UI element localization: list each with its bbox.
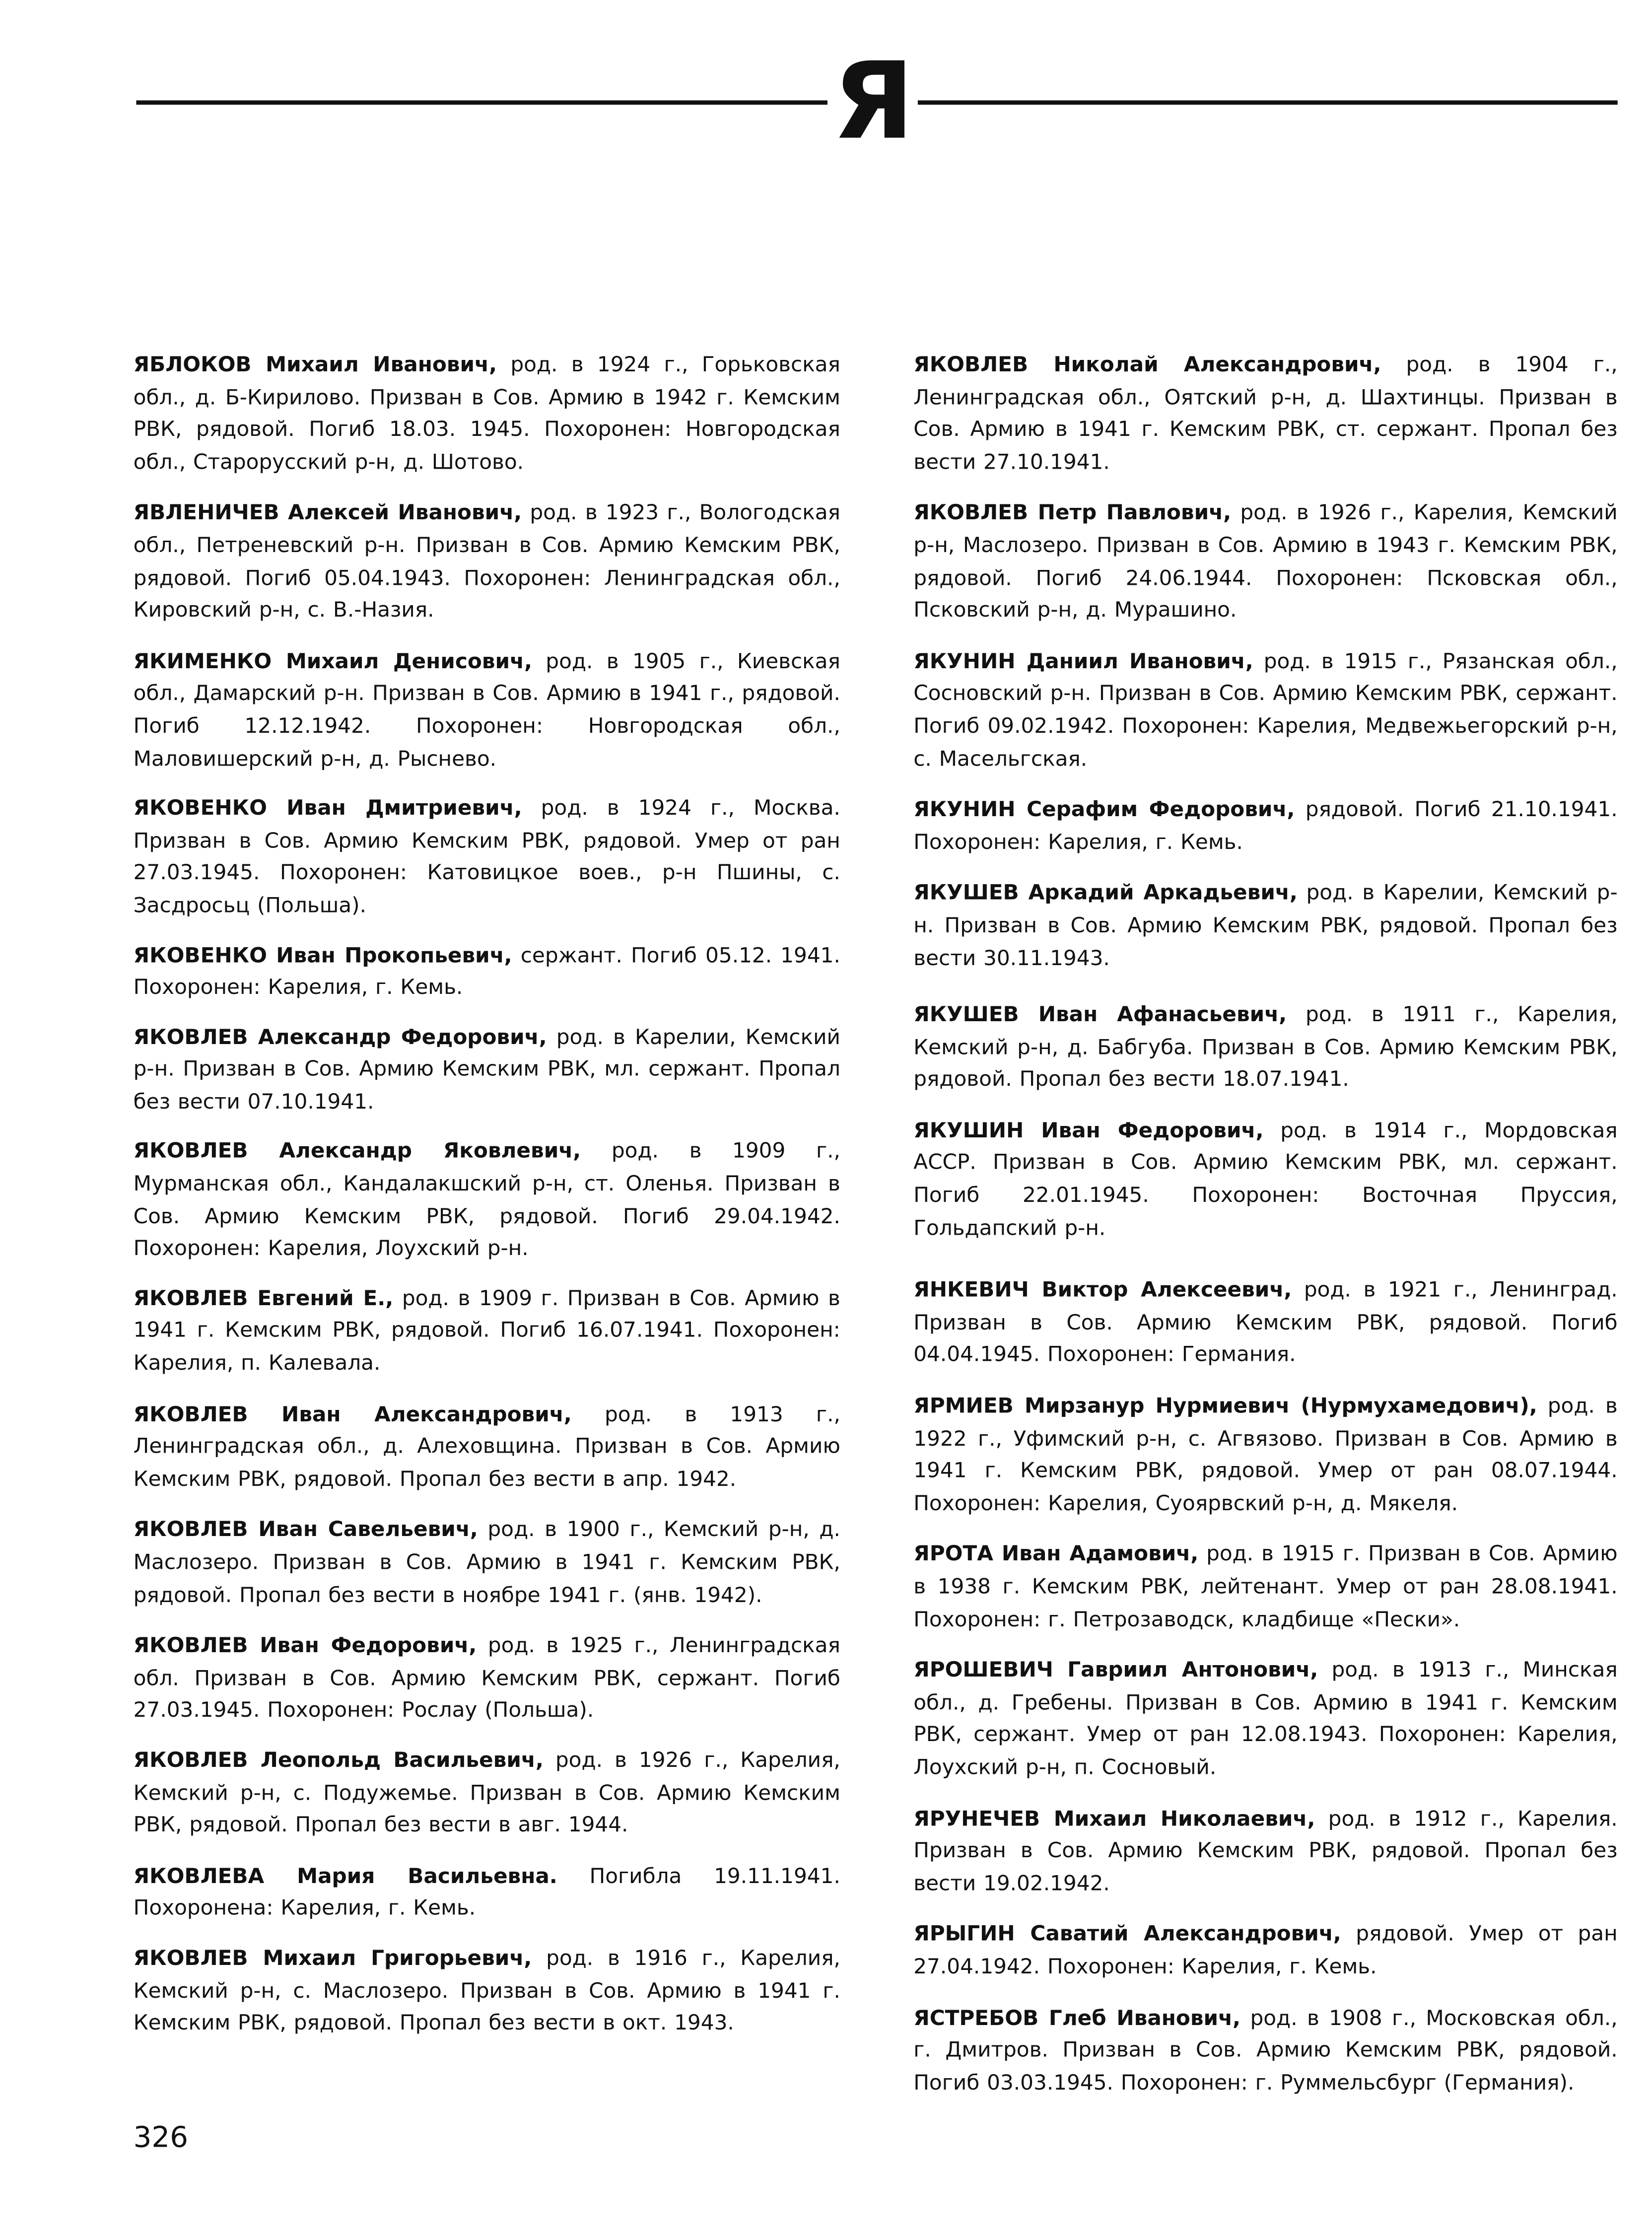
entry-text: род. в 1924 г., Москва. Призван в Сов. Армию Кемским РВК, рядовой. Умер от ран 27.03.1945. Похоронен: Катовицкое воев., р-н Пшины, с. Засдросьц (Польша). [133, 796, 840, 918]
entry-text: род. в 1905 г., Киевская обл., Дамарский р-н. Призван в Сов. Армию в 1941 г., рядовой. Погиб 12.12.1942. Похоронен: Новгородская обл., Маловишерский р-н, д. Рыснево. [133, 649, 840, 771]
entry-text: род. в 1924 г., Горьковская обл., д. Б-Кирилово. Призван в Сов. Армию в 1942 г. Кемским РВК, рядовой. Погиб 18.03. 1945. Похоронен: Новгородская обл., Старорусский р-н, д. Шотово. [133, 352, 840, 475]
entry-name: ЯКОВЛЕВ Иван Савельевич, [133, 1518, 478, 1542]
entry-name: ЯНКЕВИЧ Виктор Алексеевич, [913, 1278, 1292, 1303]
entry [134, 1515, 840, 1612]
entry-text: рядовой. Погиб 21.10.1941. Похоронен: Карелия, г. Кемь. [913, 797, 1618, 854]
entry-name: ЯКОВЛЕВА Мария Васильевна. [133, 1864, 557, 1889]
entry [134, 1861, 840, 1926]
entry [913, 1540, 1617, 1637]
entry-name: ЯРОШЕВИЧ Гавриил Антонович, [913, 1658, 1318, 1683]
entry [913, 498, 1617, 628]
entry [913, 1655, 1617, 1785]
page-number: 326 [133, 2119, 188, 2155]
entry [913, 1116, 1617, 1245]
section-letter: Я [832, 40, 914, 164]
entry-text: род. в 1925 г., Ленинградская обл. Призван в Сов. Армию Кемским РВК, сержант. Погиб 27.03.1945. Похоронен: Рослау (Польша). [133, 1633, 840, 1723]
entry-name: ЯКОВЛЕВ Александр Яковлевич, [133, 1139, 581, 1164]
entry [134, 1399, 840, 1496]
entry-text: род. в 1916 г., Карелия, Кемский р-н, с. Маслозеро. Призван в Сов. Армию в 1941 г. Кемским РВК, рядовой. Пропал без вести в окт. 1943. [133, 1946, 840, 2035]
entry-text: род. в Карелии, Кемский р-н. Призван в Сов. Армию Кемским РВК, рядовой. Пропал без вести 30.11.1943. [913, 881, 1618, 971]
entry [913, 1804, 1617, 1901]
entry [134, 646, 840, 776]
entry-name: ЯБЛОКОВ Михаил Иванович, [133, 352, 497, 377]
entry-name: ЯКОВЛЕВ Иван Федорович, [133, 1633, 477, 1659]
entry-text: род. в 1904 г., Ленинградская обл., Оятский р-н, д. Шахтинцы. Призван в Сов. Армию в 1941 г. Кемским РВК, ст. сержант. Пропал без вести 27.10.1941. [913, 352, 1618, 475]
entry [134, 1136, 840, 1266]
entry-text: род. в 1926 г., Карелия, Кемский р-н, с. Подужемье. Призван в Сов. Армию Кемским РВК, рядовой. Пропал без вести в авг. 1944. [133, 1748, 840, 1838]
entry-text: род. в 1915 г. Призван в Сов. Армию в 1938 г. Кемским РВК, лейтенант. Умер от ран 28.08.1941. Похоронен: г. Петрозаводск, кладбище «Пески». [913, 1542, 1618, 1632]
entry [134, 1022, 840, 1120]
entry-name: ЯКУШЕВ Иван Афанасьевич, [913, 1002, 1287, 1027]
entry-name: ЯКОВЛЕВ Леопольд Васильевич, [133, 1748, 544, 1773]
entry-text: род. в 1922 г., Уфимский р-н, с. Агвязово. Призван в Сов. Армию в 1941 г. Кемским РВК, рядовой. Умер от ран 08.07.1944. Похоронен: Карелия, Суоярвский р-н, д. Мякеля. [913, 1394, 1618, 1516]
column-left [134, 350, 840, 2040]
header-rule-left [136, 100, 827, 105]
entry-name: ЯКИМЕНКО Михаил Денисович, [133, 649, 532, 674]
entry [913, 878, 1617, 976]
entry-text: род. в Карелии, Кемский р-н. Призван в Сов. Армию Кемским РВК, мл. сержант. Пропал без вести 07.10.1941. [133, 1025, 840, 1115]
entry-name: ЯКОВЛЕВ Петр Павлович, [913, 501, 1232, 526]
entry [913, 1919, 1617, 1984]
entry [913, 646, 1617, 776]
entry-text: род. в 1926 г., Карелия, Кемский р-н, Маслозеро. Призван в Сов. Армию в 1943 г. Кемским РВК, рядовой. Погиб 24.06.1944. Похоронен: Псковская обл., Псковский р-н, д. Мурашино. [913, 501, 1618, 623]
entry [913, 1000, 1617, 1097]
entry-name: ЯКОВЛЕВ Евгений Е., [133, 1286, 394, 1311]
entry [134, 1283, 840, 1381]
entry-name: ЯКОВЕНКО Иван Прокопьевич, [133, 943, 512, 968]
entry-name: ЯКОВЛЕВ Михаил Григорьевич, [133, 1946, 532, 1971]
entry-name: ЯРЫГИН Саватий Александрович, [913, 1922, 1341, 1947]
column-right [913, 350, 1617, 2100]
entry-text: род. в 1913 г., Минская обл., д. Гребены. Призван в Сов. Армию в 1941 г. Кемским РВК, сержант. Умер от ран 12.08.1943. Похоронен: Карелия, Лоухский р-н, п. Сосновый. [913, 1658, 1618, 1780]
entry-text: сержант. Погиб 05.12. 1941. Похоронен: Карелия, г. Кемь. [133, 943, 840, 1000]
entry-text: род. в 1900 г., Кемский р-н, д. Маслозеро. Призван в Сов. Армию в 1941 г. Кемским РВК, рядовой. Пропал без вести в ноябре 1941 г. (янв. 1942). [133, 1518, 840, 1608]
entry [913, 350, 1617, 480]
entry-text: Погибла 19.11.1941. Похоронена: Карелия, г. Кемь. [133, 1864, 840, 1921]
entry-name: ЯСТРЕБОВ Глеб Иванович, [913, 2006, 1241, 2030]
entry-text: род. в 1923 г., Вологодская обл., Петреневский р-н. Призван в Сов. Армию Кемским РВК, рядовой. Погиб 05.04.1943. Похоронен: Ленинградская обл., Кировский р-н, с. В.-Назия. [133, 501, 840, 623]
entry-name: ЯКУНИН Серафим Федорович, [913, 797, 1295, 822]
entry [913, 1275, 1617, 1373]
entry [134, 498, 840, 628]
entry-name: ЯКОВЛЕВ Николай Александрович, [913, 352, 1381, 377]
entry-name: ЯКУШЕВ Аркадий Аркадьевич, [913, 881, 1298, 906]
entry [134, 1746, 840, 1843]
entry-name: ЯРМИЕВ Мирзанур Нурмиевич (Нурмухамедович), [913, 1394, 1537, 1419]
entry-name: ЯКОВЛЕВ Александр Федорович, [133, 1025, 547, 1050]
entry-text: род. в 1921 г., Ленинград. Призван в Сов. Армию Кемским РВК, рядовой. Погиб 04.04.1945. Похоронен: Германия. [913, 1278, 1618, 1368]
entry [913, 1391, 1617, 1521]
entry-text: род. в 1914 г., Мордовская АССР. Призван в Сов. Армию Кемским РВК, мл. сержант. Погиб 22.01.1945. Похоронен: Восточная Пруссия, Гольдапский р-н. [913, 1118, 1618, 1240]
entry [134, 1943, 840, 2040]
entry-text: род. в 1912 г., Карелия. Призван в Сов. Армию Кемским РВК, рядовой. Пропал без вести 19.02.1942. [913, 1806, 1618, 1896]
entry-name: ЯРОТА Иван Адамович, [913, 1542, 1199, 1567]
entry-text: род. в 1913 г., Ленинградская обл., д. Алеховщина. Призван в Сов. Армию Кемским РВК, рядовой. Пропал без вести в апр. 1942. [133, 1402, 840, 1491]
entry [134, 1631, 840, 1728]
entry-name: ЯВЛЕНИЧЕВ Алексей Иванович, [133, 501, 522, 526]
entry-text: род. в 1915 г., Рязанская обл., Сосновский р-н. Призван в Сов. Армию Кемским РВК, сержант. Погиб 09.02.1942. Похоронен: Карелия, Медвежьегорский р-н, с. Масельгская. [913, 649, 1618, 771]
entry-text: рядовой. Умер от ран 27.04.1942. Похоронен: Карелия, г. Кемь. [913, 1922, 1618, 1979]
entry-name: ЯКУНИН Даниил Иванович, [913, 649, 1253, 674]
entry-text: род. в 1909 г. Призван в Сов. Армию в 1941 г. Кемским РВК, рядовой. Погиб 16.07.1941. Похоронен: Карелия, п. Калевала. [133, 1286, 840, 1376]
entry-text: род. в 1909 г., Мурманская обл., Кандалакшский р-н, ст. Оленья. Призван в Сов. Армию Кемским РВК, рядовой. Погиб 29.04.1942. Похоронен: Карелия, Лоухский р-н. [133, 1139, 840, 1261]
entry [913, 2003, 1617, 2100]
header-rule-right [918, 100, 1618, 105]
entry-name: ЯКОВЕНКО Иван Дмитриевич, [133, 796, 522, 821]
entry [134, 350, 840, 480]
entry-name: ЯКУШИН Иван Федорович, [913, 1118, 1264, 1143]
entry [913, 795, 1617, 860]
entry [134, 793, 840, 923]
entry-name: ЯРУНЕЧЕВ Михаил Николаевич, [913, 1806, 1315, 1831]
entry-text: род. в 1911 г., Карелия, Кемский р-н, д. Бабгуба. Призван в Сов. Армию Кемским РВК, рядовой. Пропал без вести 18.07.1941. [913, 1002, 1618, 1092]
entry [134, 940, 840, 1005]
entry-text: род. в 1908 г., Московская обл., г. Дмитров. Призван в Сов. Армию Кемским РВК, рядовой. Погиб 03.03.1945. Похоронен: г. Руммельсбург (Германия). [913, 2006, 1618, 2095]
entry-name: ЯКОВЛЕВ Иван Александрович, [133, 1402, 572, 1427]
